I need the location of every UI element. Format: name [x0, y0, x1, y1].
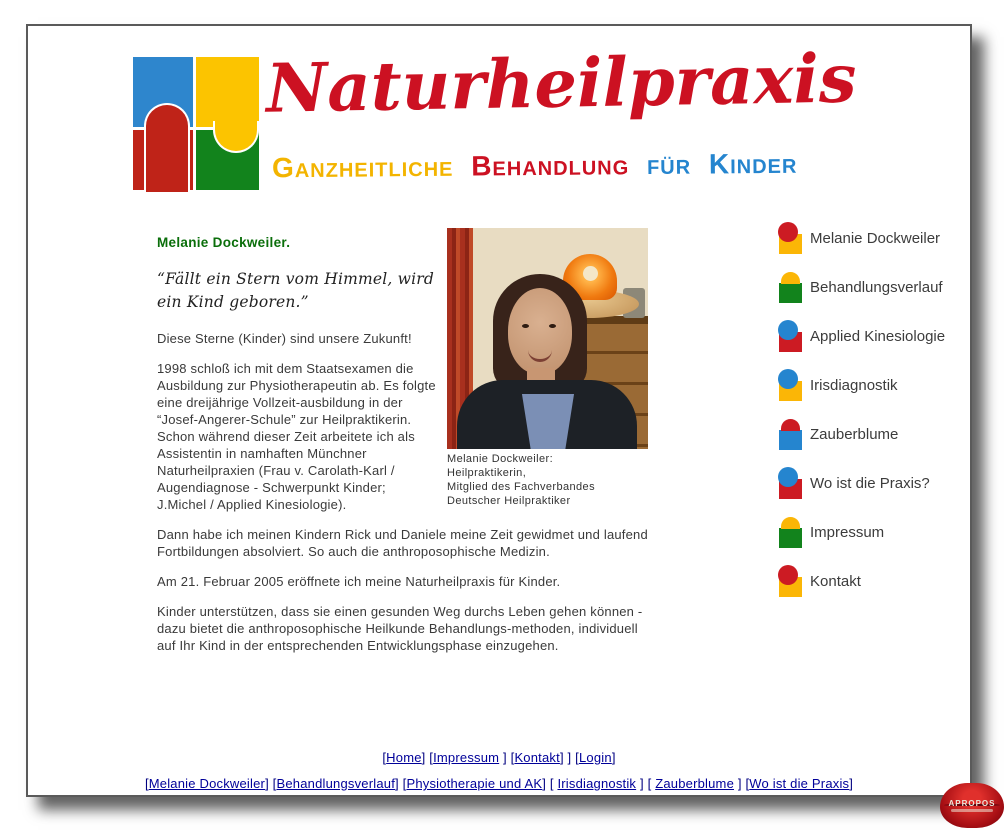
footer-bracket: ] [	[636, 776, 656, 791]
footer-bracket: ]	[849, 776, 854, 791]
paragraph: 1998 schloß ich mit dem Staatsexamen die Ausbildung zur Physiotherapeutin ab. Es folgte eine dreijährige Vollzeit-ausbildung in der “Josef-Angerer-Schule” zur Heilpraktikerin. Schon während dieser Zeit arbeitete ich als Assistentin in namhaften Münchner Naturheilpraxien (Frau v. Carolath-Karl / Augendiagnose - Schwerpunkt Kinder; J.Michel / Applied Kinesiologie).	[157, 360, 436, 512]
footer-link-physiotherapie-und-ak[interactable]: Physiotherapie und AK	[406, 776, 543, 791]
nav-bullet-circle-icon	[778, 565, 804, 597]
nav-bullet-dome-icon	[778, 516, 804, 548]
intro-quote: “Fällt ein Stern vom Himmel, wird ein Kind geboren.”	[157, 270, 435, 312]
footer-link-behandlungsverlauf[interactable]: Behandlungsverlauf	[276, 776, 396, 791]
nav-item-impressum[interactable]	[778, 516, 968, 548]
footer-secondary-links	[28, 776, 970, 791]
nav-icon-square	[779, 528, 802, 548]
photo-mouth	[528, 350, 552, 362]
nav-icon-circle	[778, 467, 798, 487]
nav-label: Irisdiagnostik	[810, 376, 898, 394]
nav-label: Zauberblume	[810, 425, 899, 443]
photo-caption-line: Heilpraktikerin,	[447, 467, 527, 479]
photo-caption	[447, 452, 648, 508]
nav-bullet-circle-icon	[778, 369, 804, 401]
nav-item-behandlungsverlauf[interactable]	[778, 271, 968, 303]
nav-label: Applied Kinesiologie	[810, 327, 946, 345]
apropos-subline	[951, 809, 993, 812]
footer-link-home[interactable]: Home	[386, 750, 422, 765]
photo-caption-line: Melanie Dockweiler:	[447, 453, 554, 465]
nav-icon-circle	[778, 369, 798, 389]
nav-icon-dome	[781, 272, 800, 284]
nav-label: Wo ist die Praxis?	[810, 474, 930, 492]
nav-label: Impressum	[810, 523, 885, 541]
photo-eye	[549, 324, 556, 328]
nav-bullet-circle-icon	[778, 222, 804, 254]
footer-bracket: ] [	[542, 776, 558, 791]
footer-primary-links	[28, 750, 970, 765]
footer-bracket: ] [	[265, 776, 277, 791]
nav-icon-square	[779, 430, 802, 450]
nav-bullet-circle-icon	[778, 320, 804, 352]
nav-item-wo-ist-die-praxis[interactable]	[778, 467, 968, 499]
footer-bracket: ] [	[734, 776, 750, 791]
logo-yellow-square	[196, 57, 259, 127]
site-logo-icon	[133, 57, 259, 190]
footer-bracket: ] [	[499, 750, 515, 765]
profile-photo	[447, 228, 648, 449]
footer-link-wo-ist-die-praxis[interactable]: Wo ist die Praxis	[749, 776, 850, 791]
nav-icon-dome	[781, 517, 800, 529]
footer-bracket: [	[382, 750, 387, 765]
subtitle-part-1: Ganzheitliche	[271, 150, 454, 184]
nav-icon-square	[779, 283, 802, 303]
paragraph: Kinder unterstützen, dass sie einen gesunden Weg durchs Leben gehen können - dazu bietet die anthroposophische Heilkunde Behandlungs-methoden, individuell auf Ihr Kind in der entsprechenden Entwicklungsphase einzugehen.	[157, 603, 643, 653]
paragraph: Diese Sterne (Kinder) sind unsere Zukunft!	[157, 330, 412, 346]
nav-bullet-circle-icon	[778, 467, 804, 499]
footer-bracket: ]	[611, 750, 616, 765]
nav-item-irisdiagnostik[interactable]	[778, 369, 968, 401]
nav-icon-circle	[778, 565, 798, 585]
nav-bullet-dome-icon	[778, 271, 804, 303]
footer-link-impressum[interactable]: Impressum	[433, 750, 500, 765]
apropos-label: APROPOS	[948, 799, 996, 808]
photo-eye	[522, 324, 529, 328]
footer-bracket: ] [	[421, 750, 434, 765]
nav-label: Behandlungsverlauf	[810, 278, 943, 296]
apropos-agency-logo[interactable]	[940, 783, 1004, 828]
nav-item-kontakt[interactable]	[778, 565, 968, 597]
nav-label: Kontakt	[810, 572, 861, 590]
subtitle-part-3: für Kinder	[646, 147, 798, 181]
paragraph: Am 21. Februar 2005 eröffnete ich meine Naturheilpraxis für Kinder.	[157, 573, 561, 589]
page-frame	[26, 24, 972, 797]
footer-bracket: [	[144, 776, 149, 791]
photo-person-face	[508, 288, 572, 374]
nav-icon-dome	[781, 419, 800, 431]
footer-link-zauberblume[interactable]: Zauberblume	[655, 776, 735, 791]
footer-bracket: ] [	[395, 776, 407, 791]
subtitle-part-2: Behandlung	[471, 149, 630, 182]
site-subtitle	[272, 148, 798, 185]
site-title: Naturheilpraxis	[265, 38, 858, 128]
main-content	[157, 226, 648, 667]
photo-caption-line: Mitglied des Fachverbandes	[447, 481, 595, 493]
footer-link-irisdiagnostik[interactable]: Irisdiagnostik	[557, 776, 637, 791]
page-title: Melanie Dockweiler.	[157, 235, 291, 250]
nav-label: Melanie Dockweiler	[810, 229, 941, 247]
logo-red-arch-icon	[144, 103, 190, 192]
nav-icon-circle	[778, 320, 798, 340]
footer-link-login[interactable]: Login	[579, 750, 612, 765]
profile-photo-block	[447, 228, 648, 508]
nav-item-melanie-dockweiler[interactable]	[778, 222, 968, 254]
footer-bracket: ] ] [	[559, 750, 579, 765]
nav-menu	[778, 222, 968, 614]
footer-link-kontakt[interactable]: Kontakt	[514, 750, 560, 765]
nav-icon-circle	[778, 222, 798, 242]
paragraph: Dann habe ich meinen Kindern Rick und Daniele meine Zeit gewidmet und laufend Fortbildungen absolviert. So auch die anthroposophische Medizin.	[157, 526, 648, 559]
footer-link-melanie-dockweiler[interactable]: Melanie Dockweiler	[148, 776, 266, 791]
nav-item-zauberblume[interactable]	[778, 418, 968, 450]
photo-caption-line: Deutscher Heilpraktiker	[447, 495, 571, 507]
photo-lamp-hole	[583, 266, 598, 281]
nav-item-applied-kinesiologie[interactable]	[778, 320, 968, 352]
nav-bullet-dome-icon	[778, 418, 804, 450]
